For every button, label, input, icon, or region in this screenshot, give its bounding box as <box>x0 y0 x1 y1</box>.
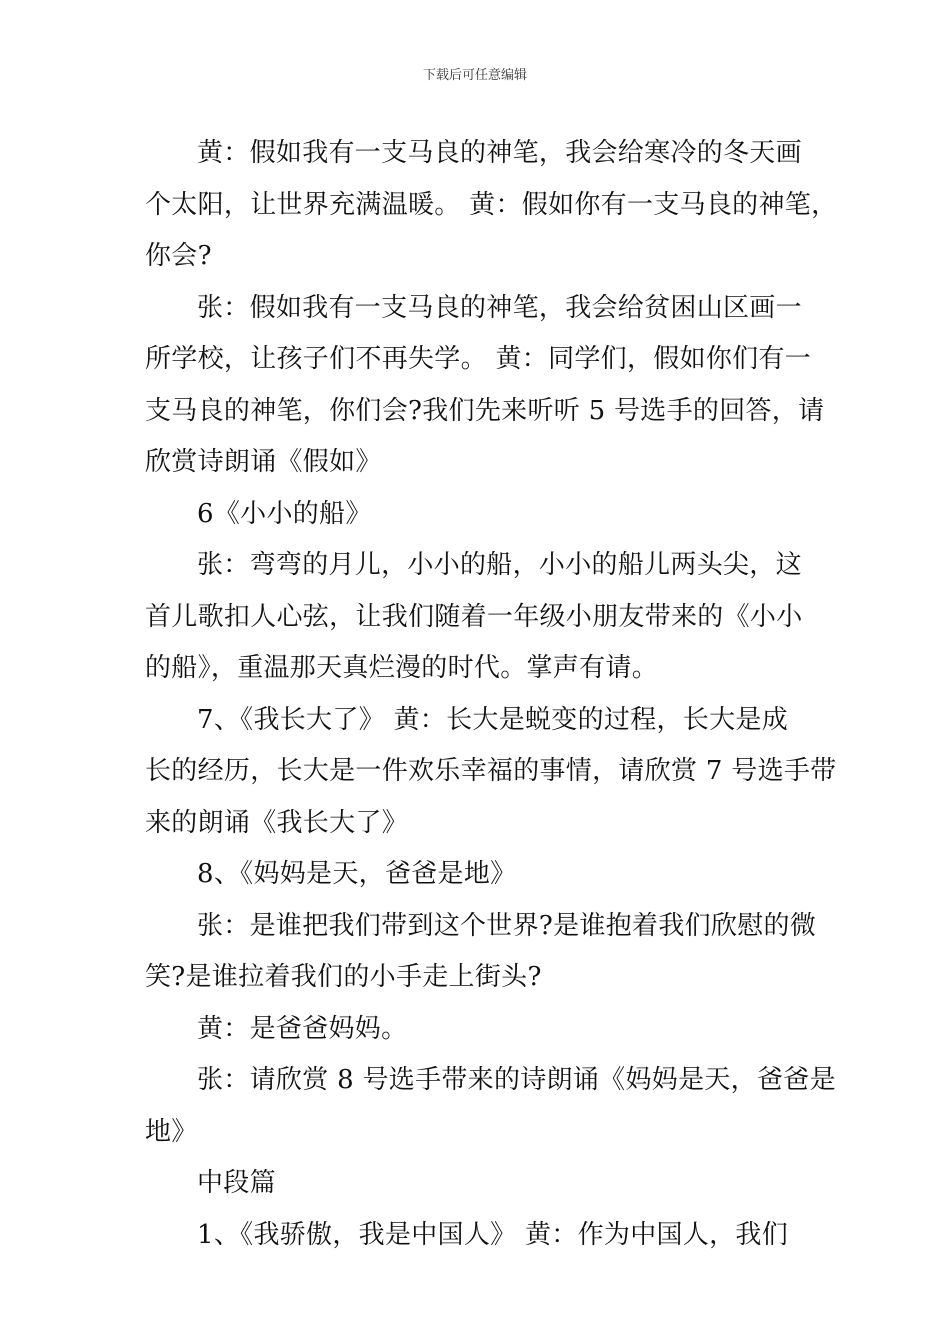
page-header: 下载后可任意编辑 <box>422 68 527 83</box>
text-line: 黄：假如我有一支马良的神笔，我会给寒冷的冬天画 <box>197 138 802 168</box>
text-line: 7、《我长大了》 黄：长大是蜕变的过程，长大是成 <box>197 704 789 735</box>
text-line: 来的朗诵《我长大了》 <box>145 807 409 838</box>
text-line: 所学校，让孩子们不再失学。 黄：同学们，假如你们有一 <box>145 344 812 374</box>
text-line: 个太阳，让世界充满温暖。 黄：假如你有一支马良的神笔， <box>145 189 838 220</box>
text-line: 地》 <box>145 1116 198 1147</box>
text-line: 黄：是爸爸妈妈。 <box>197 1013 408 1044</box>
text-line: 张：假如我有一支马良的神笔，我会给贫困山区画一 <box>197 292 802 323</box>
text-line: 首儿歌扣人心弦，让我们随着一年级小朋友带来的《小小 <box>145 601 803 632</box>
document-body <box>145 128 838 1261</box>
text-line: 支马良的神笔，你们会?我们先来听听 5 号选手的回答，请 <box>145 395 825 426</box>
text-line: 欣赏诗朗诵《假如》 <box>145 447 382 477</box>
text-line: 张：请欣赏 8 号选手带来的诗朗诵《妈妈是天，爸爸是 <box>197 1065 836 1095</box>
text-line: 笑?是谁拉着我们的小手走上街头? <box>145 962 542 992</box>
text-line: 你会? <box>145 241 212 271</box>
text-line: 6《小小的船》 <box>197 498 372 529</box>
text-line: 8、《妈妈是天，爸爸是地》 <box>197 859 517 889</box>
text-line: 张：是谁把我们带到这个世界?是谁抱着我们欣慰的微 <box>197 910 817 941</box>
text-line: 长的经历，长大是一件欢乐幸福的事情，请欣赏 7 号选手带 <box>145 756 837 786</box>
text-line: 中段篇 <box>197 1168 276 1198</box>
text-line: 1、《我骄傲，我是中国人》 黄：作为中国人，我们 <box>197 1219 789 1250</box>
text-line: 张：弯弯的月儿，小小的船，小小的船儿两头尖，这 <box>197 550 802 580</box>
text-line: 的船》，重温那天真烂漫的时代。掌声有请。 <box>145 653 659 683</box>
